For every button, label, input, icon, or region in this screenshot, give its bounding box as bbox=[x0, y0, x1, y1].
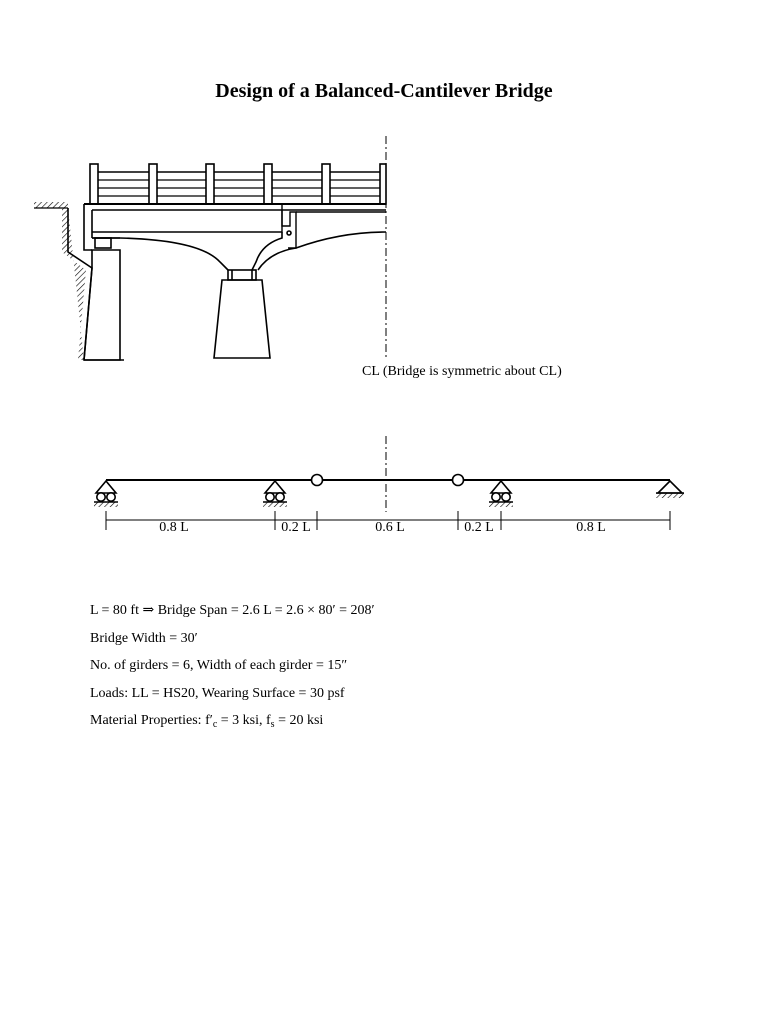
span-label-3: 0.6 L bbox=[375, 520, 405, 535]
roller-support-3 bbox=[489, 481, 513, 507]
hinge-right bbox=[453, 475, 464, 486]
centerline-note: CL (Bridge is symmetric about CL) bbox=[362, 364, 562, 379]
note-loads: Loads: LL = HS20, Wearing Surface = 30 psf bbox=[90, 685, 345, 701]
page-title: Design of a Balanced-Cantilever Bridge bbox=[215, 80, 553, 102]
span-label-4: 0.2 L bbox=[464, 520, 494, 535]
ground-hatch bbox=[34, 202, 68, 208]
note-girders: No. of girders = 6, Width of each girder = 15″ bbox=[90, 658, 348, 673]
note-span: L = 80 ft ⇒ Bridge Span = 2.6 L = 2.6 × 80′ = 208′ bbox=[90, 603, 375, 618]
note-width: Bridge Width = 30′ bbox=[90, 630, 198, 646]
design-notes bbox=[90, 597, 375, 739]
bridge-elevation-drawing bbox=[34, 164, 386, 360]
pin-support bbox=[656, 481, 684, 498]
roller-support-2 bbox=[263, 481, 287, 507]
roller-support-1 bbox=[94, 481, 118, 507]
hinge-left bbox=[312, 475, 323, 486]
note-material: Material Properties: $f'_c = 3$ ksi, $f_s = 20$ ksi bbox=[90, 713, 324, 730]
span-label-5: 0.8 L bbox=[576, 520, 606, 535]
span-label-2: 0.2 L bbox=[281, 520, 311, 535]
span-label-1: 0.8 L bbox=[159, 520, 189, 535]
